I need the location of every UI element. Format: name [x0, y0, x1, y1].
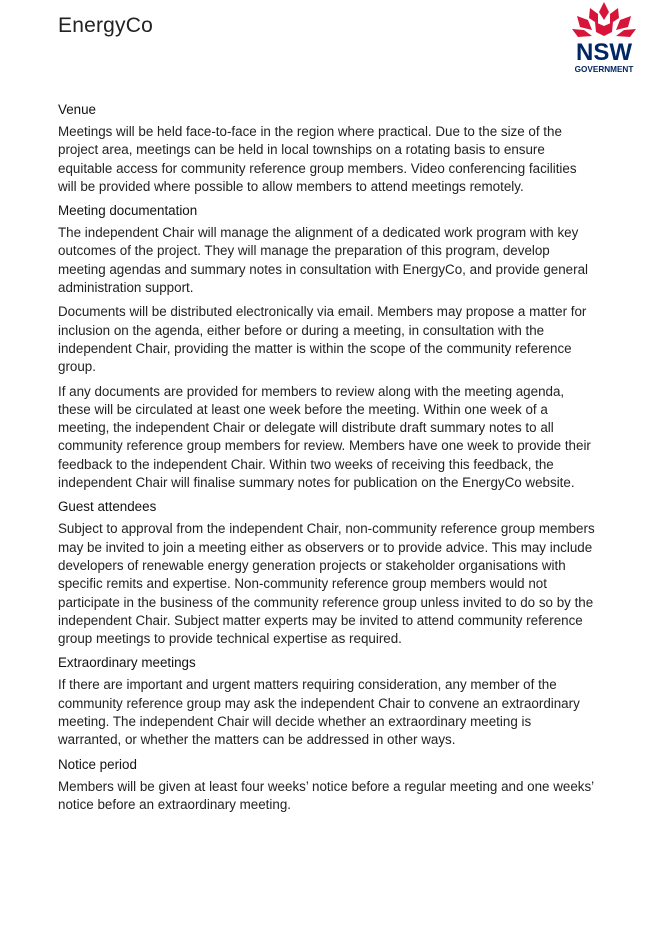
logo-subtext: GOVERNMENT [574, 65, 634, 74]
section-heading: Venue [58, 102, 96, 117]
section-heading: Meeting documentation [58, 203, 198, 219]
section-notice-period [58, 756, 598, 815]
paragraph: If there are important and urgent matters requiring consideration, any member of the community reference group may ask the independent Chair to convene an extraordinary meeting. The independent Chair will decide whether an extraordinary meeting is warranted, or whether the matters can be addressed in other ways. [58, 677, 580, 748]
logo-word: NSW [576, 39, 632, 66]
paragraph: If any documents are provided for members to review along with the meeting agenda, these will be circulated at least one week before the meeting. Within one week of a meeting, the independent Chair or delegate will distribute draft summary notes to all community reference group members for review. Members have one week to provide their feedback to the independent Chair. Within two weeks of receiving this feedback, the independent Chair will finalise summary notes for publication on the EnergyCo website. [58, 383, 591, 491]
paragraph: Meetings will be held face-to-face in the region where practical. Due to the size of the project area, meetings can be held in local townships on a rotating basis to ensure equitable access for community reference group members. Video conferencing facilities will be provided where possible to allow members to attend meetings remotely. [58, 124, 577, 194]
section-heading: Extraordinary meetings [58, 655, 196, 671]
section-meeting-documentation [58, 202, 598, 492]
section-extraordinary-meetings [58, 654, 598, 749]
waratah-icon [568, 0, 640, 78]
paragraph: The independent Chair will manage the alignment of a dedicated work program with key outcomes of the project. They will manage the preparation of this program, develop meeting agendas and summary notes in consultation with EnergyCo, and provide general administration support. [58, 225, 588, 296]
section-heading: Guest attendees [58, 499, 157, 515]
section-venue [58, 101, 598, 196]
paragraph: Members will be given at least four weeks’ notice before a regular meeting and one weeks’ notice before an extraordinary meeting. [58, 778, 594, 812]
nsw-government-logo [568, 0, 640, 78]
paragraph: Documents will be distributed electronically via email. Members may propose a matter for inclusion on the agenda, either before or during a meeting, in consultation with the independent Chair, providing the matter is within the scope of the community reference group. [58, 304, 587, 375]
section-heading: Notice period [58, 756, 137, 772]
section-guest-attendees [58, 498, 598, 648]
document-body [58, 101, 598, 820]
document-header-title: EnergyCo [58, 14, 153, 37]
paragraph: Subject to approval from the independent Chair, non-community reference group members may be invited to join a meeting either as observers or to provide advice. This may include developers of renewable energy generation projects or stakeholder organisations with specific remits and expertise. Non-community reference group members would not participate in the business of the community reference group unless invited to do so by the independent Chair. Subject matter experts may be invited to attend community reference group meetings to provide technical expertise as required. [58, 521, 595, 647]
